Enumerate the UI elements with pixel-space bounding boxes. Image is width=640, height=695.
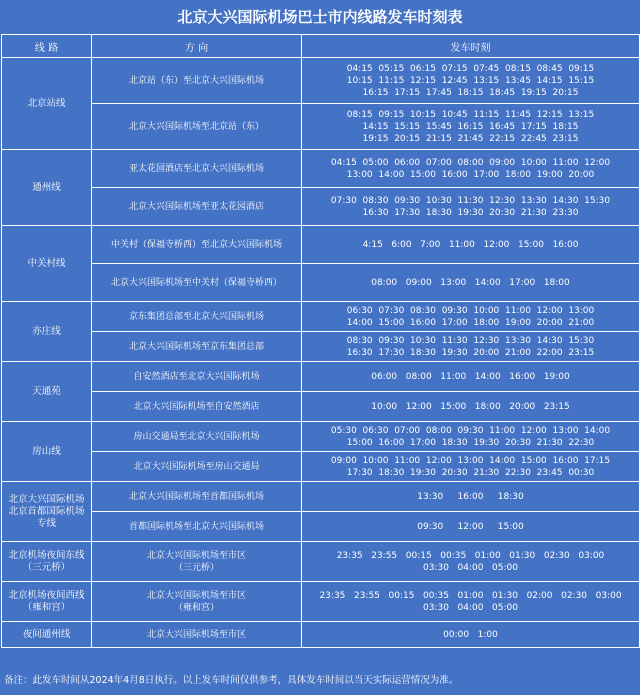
direction-label: 北京大兴国际机场至市区 （雍和宫） bbox=[92, 582, 302, 622]
direction-label: 北京大兴国际机场至中关村（保福寺桥西） bbox=[92, 264, 302, 302]
departure-times: 09:00 10:00 11:00 12:00 13:00 14:00 15:00 16:00 17:15 17:30 18:30 19:30 20:30 21:30 22:30 23:45 00:30 bbox=[302, 452, 640, 482]
direction-label: 北京大兴国际机场至市区 （三元桥） bbox=[92, 542, 302, 582]
departure-times: 04:15 05:15 06:15 07:15 07:45 08:15 08:45 09:15 10:15 11:15 12:15 12:45 13:15 13:45 14:15 15:15 16:15 17:15 17:45 18:15 18:45 19:15 20:15 bbox=[302, 58, 640, 104]
schedule-body bbox=[2, 58, 640, 648]
direction-label: 北京站（东）至北京大兴国际机场 bbox=[92, 58, 302, 104]
footnote: 备注：此发车时间从2024年4月8日执行。以上发车时间仅供参考，具体发车时间以当天实际运营情况为准。 bbox=[4, 675, 459, 686]
route-name: 北京站线 bbox=[2, 58, 92, 150]
table-row bbox=[2, 302, 640, 332]
table-row bbox=[2, 422, 640, 452]
table-row bbox=[2, 332, 640, 362]
table-row bbox=[2, 582, 640, 622]
direction-label: 亚太花园酒店至北京大兴国际机场 bbox=[92, 150, 302, 188]
route-name: 通州线 bbox=[2, 150, 92, 226]
departure-times: 23:35 23:55 00:15 00:35 01:00 01:30 02:00 02:30 03:00 03:30 04:00 05:00 bbox=[302, 582, 640, 622]
table-row bbox=[2, 482, 640, 512]
schedule-table bbox=[1, 34, 640, 648]
table-row bbox=[2, 542, 640, 582]
table-row bbox=[2, 452, 640, 482]
departure-times: 00:00 1:00 bbox=[302, 622, 640, 648]
departure-times: 07:30 08:30 09:30 10:30 11:30 12:30 13:30 14:30 15:30 16:30 17:30 18:30 19:30 20:30 21:30 23:30 bbox=[302, 188, 640, 226]
departure-times: 08:30 09:30 10:30 11:30 12:30 13:30 14:30 15:30 16:30 17:30 18:30 19:30 20:00 21:00 22:00 23:15 bbox=[302, 332, 640, 362]
direction-label: 自安然酒店至北京大兴国际机场 bbox=[92, 362, 302, 392]
departure-times: 13:30 16:00 18:30 bbox=[302, 482, 640, 512]
route-name: 房山线 bbox=[2, 422, 92, 482]
departure-times: 08:00 09:00 13:00 14:00 17:00 18:00 bbox=[302, 264, 640, 302]
table-row bbox=[2, 622, 640, 648]
route-name: 北京机场夜间西线 （雍和宫） bbox=[2, 582, 92, 622]
departure-times: 09:30 12:00 15:00 bbox=[302, 512, 640, 542]
departure-times: 06:30 07:30 08:30 09:30 10:00 11:00 12:00 13:00 14:00 15:00 16:00 17:00 18:00 19:00 20:00 21:00 bbox=[302, 302, 640, 332]
departure-times: 04:15 05:00 06:00 07:00 08:00 09:00 10:00 11:00 12:00 13:00 14:00 15:00 16:00 17:00 18:00 19:00 20:00 bbox=[302, 150, 640, 188]
table-row bbox=[2, 226, 640, 264]
direction-label: 首都国际机场至北京大兴国际机场 bbox=[92, 512, 302, 542]
table-row bbox=[2, 104, 640, 150]
direction-label: 北京大兴国际机场至自安然酒店 bbox=[92, 392, 302, 422]
route-name: 亦庄线 bbox=[2, 302, 92, 362]
direction-label: 房山交通局至北京大兴国际机场 bbox=[92, 422, 302, 452]
route-name: 天通苑 bbox=[2, 362, 92, 422]
direction-label: 北京大兴国际机场至亚太花园酒店 bbox=[92, 188, 302, 226]
table-row bbox=[2, 362, 640, 392]
direction-label: 中关村（保福寺桥西）至北京大兴国际机场 bbox=[92, 226, 302, 264]
table-row bbox=[2, 264, 640, 302]
departure-times: 23:35 23:55 00:15 00:35 01:00 01:30 02:30 03:00 03:30 04:00 05:00 bbox=[302, 542, 640, 582]
table-row bbox=[2, 58, 640, 104]
route-name: 北京大兴国际机场 北京首都国际机场 专线 bbox=[2, 482, 92, 542]
direction-label: 北京大兴国际机场至首都国际机场 bbox=[92, 482, 302, 512]
direction-label: 北京大兴国际机场至京东集团总部 bbox=[92, 332, 302, 362]
table-row bbox=[2, 150, 640, 188]
direction-label: 北京大兴国际机场至房山交通局 bbox=[92, 452, 302, 482]
page-title: 北京大兴国际机场巴士市内线路发车时刻表 bbox=[177, 8, 463, 26]
header-row bbox=[2, 35, 640, 58]
route-name: 中关村线 bbox=[2, 226, 92, 302]
table-row bbox=[2, 512, 640, 542]
table-row bbox=[2, 188, 640, 226]
direction-label: 北京大兴国际机场至北京站（东） bbox=[92, 104, 302, 150]
direction-label: 北京大兴国际机场至市区 bbox=[92, 622, 302, 648]
departure-times: 10:00 12:00 15:00 18:00 20:00 23:15 bbox=[302, 392, 640, 422]
header-route: 线 路 bbox=[2, 35, 92, 58]
route-name: 北京机场夜间东线 （三元桥） bbox=[2, 542, 92, 582]
route-name: 夜间通州线 bbox=[2, 622, 92, 648]
table-row bbox=[2, 392, 640, 422]
departure-times: 06:00 08:00 11:00 14:00 16:00 19:00 bbox=[302, 362, 640, 392]
departure-times: 08:15 09:15 10:15 10:45 11:15 11:45 12:15 13:15 14:15 15:15 15:45 16:15 16:45 17:15 18:15 19:15 20:15 21:15 21:45 22:15 22:45 23:15 bbox=[302, 104, 640, 150]
header-direction: 方 向 bbox=[92, 35, 302, 58]
header-times: 发车时刻 bbox=[302, 35, 640, 58]
direction-label: 京东集团总部至北京大兴国际机场 bbox=[92, 302, 302, 332]
departure-times: 4:15 6:00 7:00 11:00 12:00 15:00 16:00 bbox=[302, 226, 640, 264]
departure-times: 05:30 06:30 07:00 08:00 09:30 11:00 12:00 13:00 14:00 15:00 16:00 17:00 18:30 19:30 20:30 21:30 22:30 bbox=[302, 422, 640, 452]
